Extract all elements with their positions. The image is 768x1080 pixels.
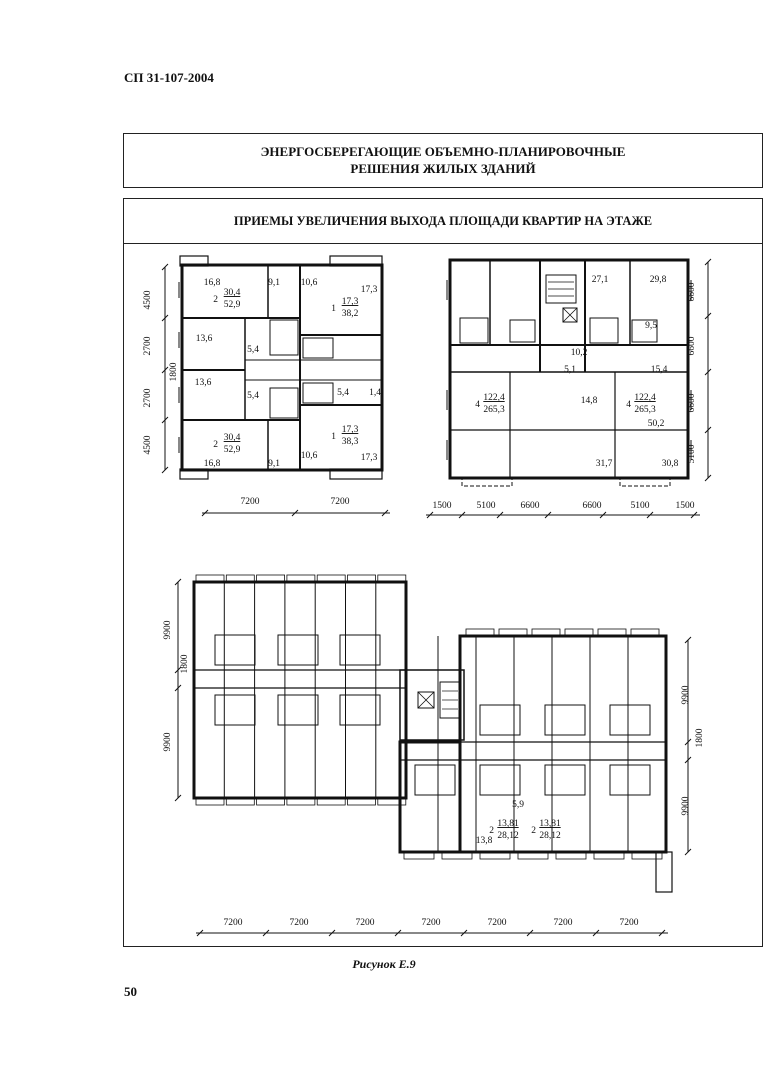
- plan2-apartment-total-area: 265,3: [634, 405, 656, 415]
- plan1-room-area: 17,3: [360, 285, 378, 295]
- plan1-bathroom: [270, 320, 298, 355]
- plan3-bath-pod: [278, 695, 318, 725]
- plan2-dim-label: 1500: [675, 501, 695, 511]
- plan1-room-area: 9,1: [268, 278, 280, 288]
- plan3-dim-label: 9900: [163, 620, 173, 640]
- plan1-apartment-total-area: 38,2: [341, 309, 359, 319]
- plan3-bath-pod: [610, 765, 650, 795]
- plan1-room-area: 10,6: [300, 278, 318, 288]
- plan2-dim-label: 6600: [582, 501, 602, 511]
- plan1-room-area: 1,4: [369, 388, 381, 398]
- plan1-apartment-living-area: 30,4: [223, 433, 241, 443]
- plan3-dim-label: 1800: [695, 728, 705, 748]
- plan1-apartment-number: 2: [213, 295, 218, 305]
- plan2-dim-label: 5100: [630, 501, 650, 511]
- plan3-stair-tower: [656, 852, 672, 892]
- plan1-room-area: 17,3: [360, 453, 378, 463]
- plan3-bath-pod: [545, 705, 585, 735]
- plan3-dim-label: 9900: [681, 685, 691, 705]
- plan2-room-area: 31,7: [595, 459, 613, 469]
- plan3-bath-pod: [215, 695, 255, 725]
- plan2-bathroom: [510, 320, 535, 342]
- plan1-room-area: 5,4: [337, 388, 349, 398]
- page-number: 50: [124, 984, 137, 999]
- plan2-apartment-total-area: 265,3: [483, 405, 505, 415]
- plan1-room-area: 16,8: [203, 278, 221, 288]
- plan1-room-area: 13,6: [194, 378, 212, 388]
- plan3-link: [400, 670, 464, 740]
- plan1-apartment-living-area: 17,3: [341, 425, 359, 435]
- plan3-apartment-total-area: 28,12: [539, 831, 561, 841]
- plan-1: [143, 256, 390, 516]
- plan3-dim-label: 7200: [289, 918, 309, 928]
- plan3-dim-label: 9900: [681, 796, 691, 816]
- plan1-dim-label: 7200: [330, 497, 350, 507]
- plan2-room-area: 15,4: [650, 365, 668, 375]
- plan3-dim-label: 7200: [487, 918, 507, 928]
- plan3-bath-pod: [415, 765, 455, 795]
- plan2-room-area: 5,1: [564, 365, 576, 375]
- plan1-room-area: 13,6: [195, 334, 213, 344]
- plan2-room-area: 9,5: [645, 321, 657, 331]
- plan1-dim-label: 7200: [240, 497, 260, 507]
- plan1-room-area: 5,4: [247, 391, 259, 401]
- plan3-dim-label: 7200: [355, 918, 375, 928]
- plan2-dim-label: 6600: [687, 282, 697, 302]
- plan3-dim-label: 7200: [421, 918, 441, 928]
- document-code: СП 31-107-2004: [124, 70, 214, 85]
- plan1-apartment-total-area: 52,9: [223, 300, 241, 310]
- plan2-dim-label: 1500: [432, 501, 452, 511]
- plan2-apartment-number: 4: [626, 400, 631, 410]
- plan3-apartment-living-area: 13,81: [539, 819, 561, 829]
- plan1-room-area: 10,6: [300, 451, 318, 461]
- section-title: ПРИЕМЫ УВЕЛИЧЕНИЯ ВЫХОДА ПЛОЩАДИ КВАРТИР НА ЭТАЖЕ: [124, 199, 762, 244]
- plan2-room-area: 50,2: [647, 419, 665, 429]
- plan1-dim-label: 4500: [143, 435, 153, 455]
- plan1-dim-label: 2700: [143, 388, 153, 408]
- plan3-apartment-number: 2: [489, 826, 494, 836]
- plan3-room-area: 13,8: [475, 836, 493, 846]
- plan3-dim-label: 9900: [163, 732, 173, 752]
- plan1-apartment-number: 1: [331, 432, 336, 442]
- title-line-2: РЕШЕНИЯ ЖИЛЫХ ЗДАНИЙ: [350, 161, 536, 176]
- plan3-dim-label: 1800: [180, 654, 190, 674]
- plan1-apartment-total-area: 52,9: [223, 445, 241, 455]
- plan3-room-area: 5,9: [512, 800, 524, 810]
- plan1-apartment-living-area: 30,4: [223, 288, 241, 298]
- plan2-room-area: 29,8: [649, 275, 667, 285]
- plan3-dim-label: 7200: [619, 918, 639, 928]
- plan2-apartment-living-area: 122,4: [634, 393, 656, 403]
- plan3-apartment-total-area: 28,12: [497, 831, 519, 841]
- plan1-apartment-number: 2: [213, 440, 218, 450]
- plan3-bath-pod: [610, 705, 650, 735]
- plan3-right-wing: [400, 742, 460, 852]
- plan1-corridor: [245, 360, 382, 380]
- plan2-room-area: 10,2: [570, 348, 588, 358]
- title-line-1: ЭНЕРГОСБЕРЕГАЮЩИЕ ОБЪЕМНО-ПЛАНИРОВОЧНЫЕ: [260, 144, 626, 159]
- plan3-bath-pod: [545, 765, 585, 795]
- plan2-bathroom: [460, 318, 488, 343]
- plan1-room-area: 16,8: [203, 459, 221, 469]
- figure-caption: Рисунок Е.9: [352, 957, 416, 971]
- plan3-apartment-living-area: 13,81: [497, 819, 519, 829]
- plan1-dim-label: 1800: [169, 362, 179, 382]
- plan3-bath-pod: [215, 635, 255, 665]
- plan1-room-area: 9,1: [268, 459, 280, 469]
- plan2-room-area: 14,8: [580, 396, 598, 406]
- plan2-dim-label: 5100: [476, 501, 496, 511]
- plan3-apartment-number: 2: [531, 826, 536, 836]
- plan3-dim-label: 7200: [223, 918, 243, 928]
- plan2-apartment-number: 4: [475, 400, 480, 410]
- plan2-dim-label: 6600: [520, 501, 540, 511]
- plan1-apartment-number: 1: [331, 304, 336, 314]
- plan1-dim-label: 4500: [143, 290, 153, 310]
- plan1-apartment-living-area: 17,3: [341, 297, 359, 307]
- plan2-dim-label: 6600: [687, 393, 697, 413]
- plan2-room-area: 30,8: [661, 459, 679, 469]
- plan2-dim-label: 6600: [687, 336, 697, 356]
- plan1-room-area: 5,4: [247, 345, 259, 355]
- plan3-left-block: [194, 582, 406, 798]
- plan3-bath-pod: [278, 635, 318, 665]
- plan3-right-block: [460, 636, 666, 852]
- plan2-bathroom: [590, 318, 618, 343]
- plan-2: [426, 259, 711, 518]
- plan2-dim-label: 5100: [687, 444, 697, 464]
- plan2-room-area: 27,1: [591, 275, 609, 285]
- plan1-dim-label: 2700: [143, 336, 153, 356]
- plan-3: [163, 575, 705, 936]
- plan1-bathroom: [303, 338, 333, 358]
- plan2-apartment-living-area: 122,4: [483, 393, 505, 403]
- plan1-apartment-total-area: 38,3: [341, 437, 359, 447]
- plan1-bathroom: [270, 388, 298, 418]
- plan1-bathroom: [303, 383, 333, 403]
- plan3-dim-label: 7200: [553, 918, 573, 928]
